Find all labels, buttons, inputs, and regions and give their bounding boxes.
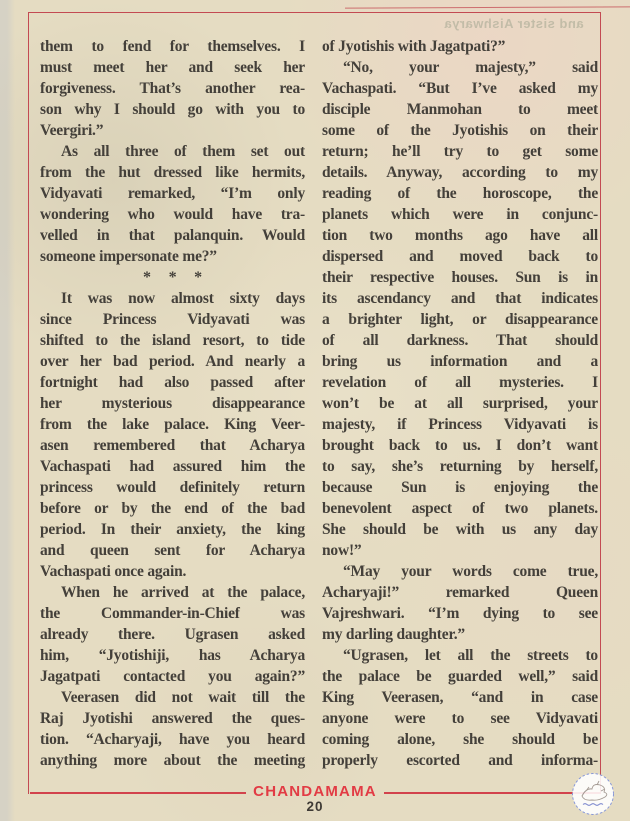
text-line: the palace be guarded well,” said (322, 668, 598, 685)
stamp-circle-icon (573, 774, 614, 815)
text-line: now!” (322, 542, 362, 559)
text-line: properly escorted and informa- (322, 752, 598, 769)
text-line: from the lake palace. King Veer- (40, 416, 305, 433)
text-line: their respective houses. Sun is in (322, 269, 598, 286)
text-line: coming alone, she should be (322, 731, 598, 748)
text-line: princess would definitely return (40, 479, 305, 496)
text-line: shifted to the island resort, to tide (40, 332, 305, 349)
text-line: some of the Jyotishis on their (322, 122, 598, 139)
text-line: Vachaspati had assured him the (40, 458, 305, 475)
text-line: details. Anyway, according to my (322, 164, 598, 181)
text-line: before or by the end of the bad (40, 500, 305, 517)
text-line: Vidyavati remarked, “I’m only (40, 185, 305, 202)
text-line: When he arrived at the palace, (61, 584, 305, 601)
text-line: a brighter light, or disappearance (322, 311, 598, 328)
text-line: bring us information and a (322, 353, 598, 370)
text-line: asen remembered that Acharya (40, 437, 305, 454)
text-line: her mysterious disappearance (40, 395, 305, 412)
show-through-text: and sister Aishwarya (444, 16, 584, 31)
text-line: She should be with us any day (322, 521, 598, 538)
text-line: forgiveness. That’s another rea- (40, 80, 305, 97)
text-line: Vachaspati. “But I’ve asked my (322, 80, 598, 97)
paragraph (322, 36, 598, 57)
text-line: benevolent aspect of two planets. (322, 500, 598, 517)
section-separator: * * * (142, 269, 202, 286)
magazine-title: CHANDAMAMA (253, 783, 377, 800)
text-line: disciple Manmohan to meet (322, 101, 598, 118)
text-line: of Jyotishis with Jagatpati?” (322, 38, 506, 55)
text-line: It was now almost sixty days (61, 290, 305, 307)
column-left (40, 36, 305, 771)
text-line: already there. Ugrasen asked (40, 626, 305, 643)
text-line: wondering who would have tra- (40, 206, 305, 223)
text-line: Vachaspati once again. (40, 563, 187, 580)
text-line: its ascendancy and that indicates (322, 290, 598, 307)
text-line: “Ugrasen, let all the streets to (343, 647, 598, 664)
text-line: brought back to us. I don’t want (322, 437, 598, 454)
text-line: tion. “Acharyaji, have you heard (40, 731, 305, 748)
text-line: period. In their anxiety, the king (40, 521, 305, 538)
text-line: Raj Jyotishi answered the ques- (40, 710, 305, 727)
library-stamp (570, 771, 616, 817)
text-line: “No, your majesty,” said (343, 59, 598, 76)
text-line: him, “Jyotishiji, has Acharya (40, 647, 305, 664)
text-line: Jagatpati contacted you again?” (40, 668, 305, 685)
text-line: majesty, if Princess Vidyavati is (322, 416, 598, 433)
text-line: dispersed and moved back to (322, 248, 598, 265)
text-line: reading of the horoscope, the (322, 185, 598, 202)
text-line: won’t be at all surprised, your (322, 395, 598, 412)
text-line: my darling daughter.” (322, 626, 465, 643)
text-line: and queen sent for Acharya (40, 542, 305, 559)
paragraph (322, 57, 598, 561)
text-line: over her bad period. And nearly a (40, 353, 305, 370)
page-number: 20 (306, 799, 324, 814)
paragraph (322, 645, 598, 771)
text-line: son why I should go with you to (40, 101, 305, 118)
text-line: Vajreshwari. “I’m dying to see (322, 605, 598, 622)
text-line: since Princess Vidyavati was (40, 311, 305, 328)
adjacent-page-edge (345, 6, 630, 8)
text-line: return; he’ll try to get some (322, 143, 598, 160)
text-line: “May your words come true, (343, 563, 598, 580)
text-line: of all darkness. That should (322, 332, 598, 349)
column-right (322, 36, 598, 771)
text-line: anything more about the meeting (40, 752, 305, 769)
paragraph (40, 36, 305, 141)
paragraph (40, 582, 305, 687)
text-line: King Veerasen, “and in case (322, 689, 598, 706)
text-line: planets which were in conjunc- (322, 206, 598, 223)
text-line: from the hut dressed like hermits, (40, 164, 305, 181)
paragraph (40, 141, 305, 267)
text-line: because Sun is enjoying the (322, 479, 598, 496)
text-line: Veerasen did not wait till the (61, 689, 305, 706)
text-line: the Commander-in-Chief was (40, 605, 305, 622)
text-line: fortnight had also passed after (40, 374, 305, 391)
text-line: someone impersonate me?” (40, 248, 217, 265)
text-line: Veergiri.” (40, 122, 104, 139)
paragraph (40, 288, 305, 582)
text-line: tion two months ago have all (322, 227, 598, 244)
story-body (40, 36, 598, 771)
paragraph (40, 687, 305, 771)
text-line: them to fend for themselves. I (40, 38, 305, 55)
text-line: Acharyaji!” remarked Queen (322, 584, 598, 601)
text-line: to say, she’s returning by herself, (322, 458, 598, 475)
paragraph (322, 561, 598, 645)
text-line: must meet her and seek her (40, 59, 305, 76)
text-line: revelation of all mysteries. I (322, 374, 598, 391)
text-line: As all three of them set out (61, 143, 305, 160)
text-line: anyone were to see Vidyavati (322, 710, 598, 727)
text-line: velled in that palanquin. Would (40, 227, 305, 244)
